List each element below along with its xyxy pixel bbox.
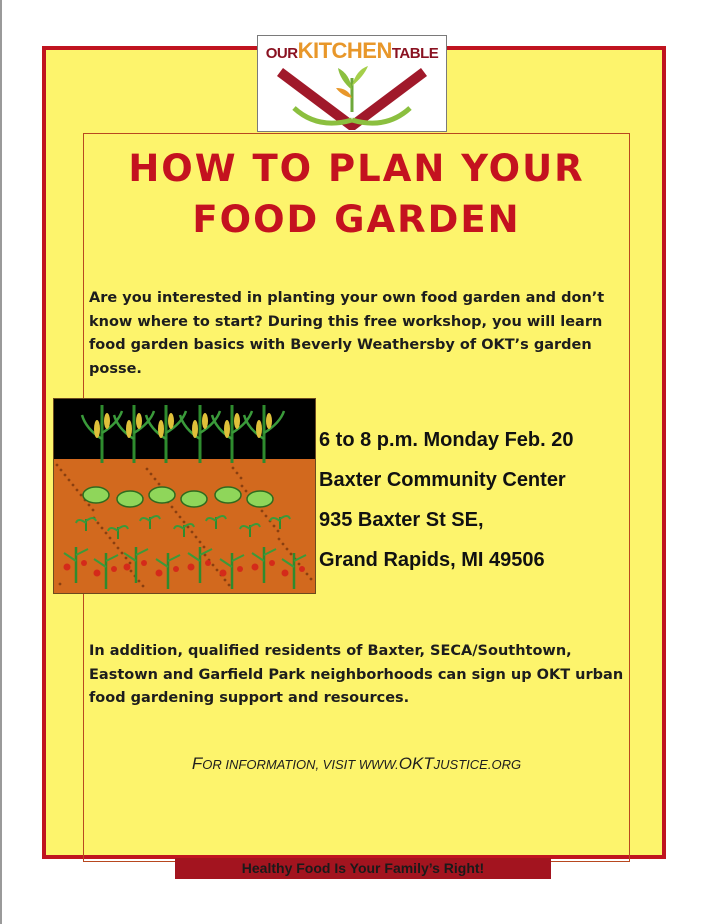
logo-word-table: TABLE [391, 45, 439, 62]
flyer-title: HOW TO PLAN YOUR FOOD GARDEN [128, 147, 585, 241]
info-website-suffix: JUSTICE.ORG [433, 757, 522, 772]
event-details [319, 420, 619, 580]
event-time: 6 to 8 p.m. Monday Feb. 20 [319, 429, 574, 451]
event-street-address: 935 Baxter St SE, [319, 509, 484, 531]
logo-word-our: OUR [265, 45, 298, 62]
info-line [84, 754, 629, 774]
info-initial: F [191, 754, 203, 773]
event-city-address: Grand Rapids, MI 49506 [319, 549, 545, 571]
event-venue: Baxter Community Center [319, 469, 566, 491]
info-text-visit: OR INFORMATION, VISIT WWW. [202, 757, 399, 772]
vegetable-garden-icon [54, 399, 315, 593]
sprout-logo-icon [258, 60, 446, 130]
our-kitchen-table-logo [257, 35, 447, 132]
page-edge-rule [0, 0, 2, 924]
workshop-description: Are you interested in planting your own food garden and don’t know where to start? During this free workshop, you will learn food garden basics with Beverly Weathersby of OKT’s garden posse. [89, 290, 605, 377]
garden-illustration [53, 398, 316, 594]
gardening-support-note: In addition, qualified residents of Baxter, SECA/Southtown, Eastown and Garfield Park neighborhoods can sign up OKT urban food gardening support and resources. [89, 643, 624, 706]
logo-word-kitchen: KITCHEN [297, 38, 392, 63]
footer-slogan: Healthy Food Is Your Family’s Right! [175, 858, 551, 879]
info-website-okt: OKT [398, 754, 434, 773]
